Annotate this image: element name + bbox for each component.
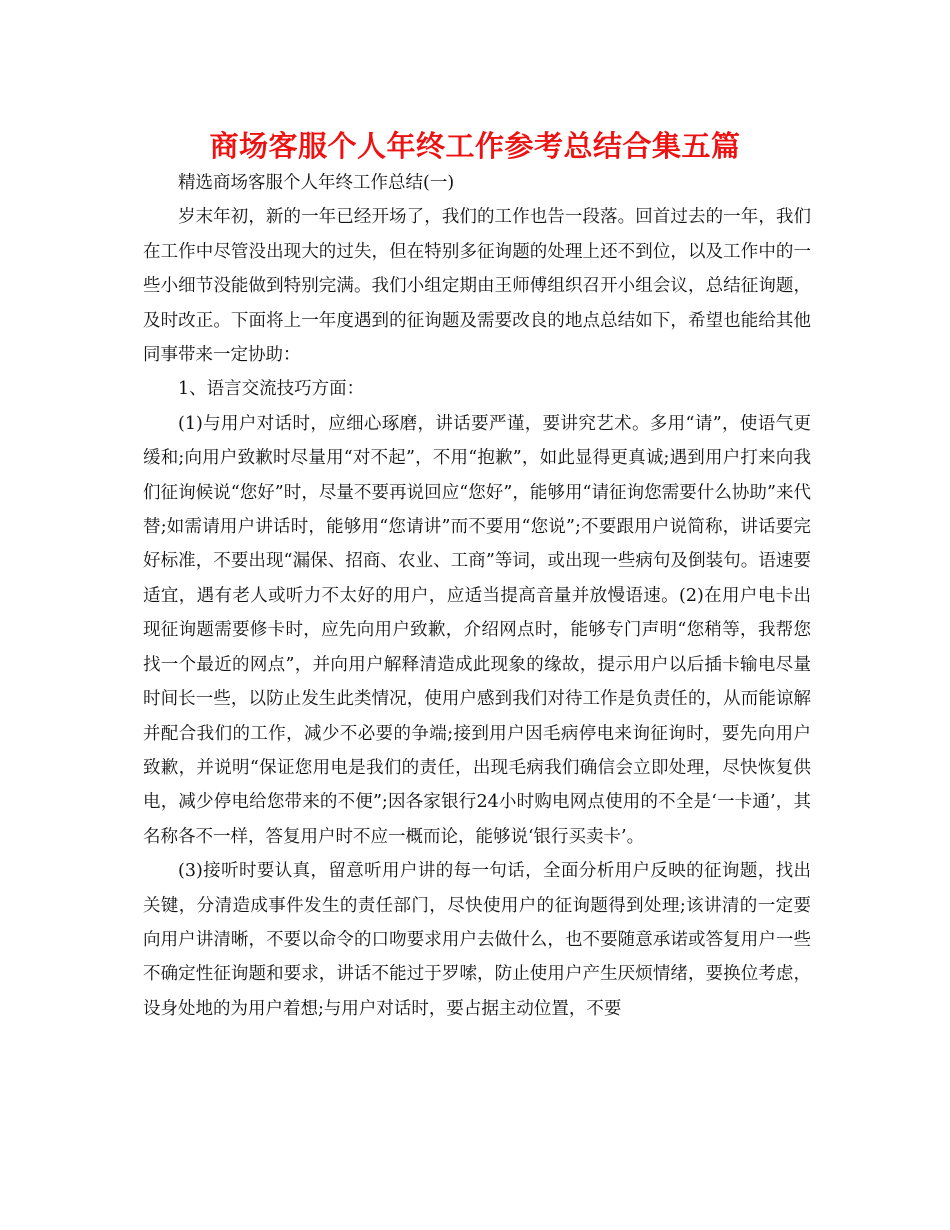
- section-heading: 精选商场客服个人年终工作总结(一): [178, 173, 455, 193]
- body-paragraph: (3)接听时要认真，留意听用户讲的每一句话，全面分析用户反映的征询题，找出关键，分清造成事件发生的责任部门，尽快使用户的征询题得到处理;该讲清的一定要向用户讲清晰，不要以命令的口吻要求用户去做什么，也不要随意承诺或答复用户一些不确定性征询题和要求，讲话不能过于罗嗦，防止使用户产生厌烦情绪，要换位考虑，设身处地的为用户着想;与用户对话时，要占据主动位置，不要: [143, 861, 811, 1019]
- document-title: 商场客服个人年终工作参考总结合集五篇: [209, 129, 741, 163]
- document-body: [143, 166, 811, 1026]
- body-paragraph: 岁末年初，新的一年已经开场了，我们的工作也告一段落。回首过去的一年，我们在工作中尽管没出现大的过失，但在特别多征询题的处理上还不到位，以及工作中的一些小细节没能做到特别完满。我们小组定期由王师傅组织召开小组会议，总结征询题，及时改正。下面将上一年度遇到的征询题及需要改良的地点总结如下，希望也能给其他同事带来一定协助：: [143, 207, 811, 366]
- list-heading: 1、语言交流技巧方面：: [178, 379, 365, 400]
- body-paragraph: (1)与用户对话时，应细心琢磨，讲话要严谨，要讲究艺术。多用“请”，使语气更缓和;向用户致歉时尽量用“对不起”，不用“抱歉”，如此显得更真诚;遇到用户打来向我们征询候说“您好”时，尽量不要再说回应“您好”，能够用“请征询您需要什么协助”来代替;如需请用户讲话时，能够用“您请讲”而不要用“您说”;不要跟用户说简称，讲话要完好标准，不要出现“漏保、招商、农业、工商”等词，或出现一些病句及倒装句。语速要适宜，遇有老人或听力不太好的用户，应适当提高音量并放慢语速。(2)在用户电卡出现征询题需要修卡时，应先向用户致歉，介绍网点时，能够专门声明“您稍等，我帮您找一个最近的网点”，并向用户解释清造成此现象的缘故，提示用户以后插卡输电尽量时间长一些，以防止发生此类情况，使用户感到我们对待工作是负责任的，从而能谅解并配合我们的工作，减少不必要的争端;接到用户因毛病停电来询征询时，要先向用户致歉，并说明“保证您用电是我们的责任，出现毛病我们确信会立即处理，尽快恢复供电，减少停电给您带来的不便”;因各家银行24小时购电网点使用的不全是‘一卡通’，其名称各不一样，答复用户时不应一概而论，能够说‘银行买卖卡’。: [143, 413, 811, 847]
